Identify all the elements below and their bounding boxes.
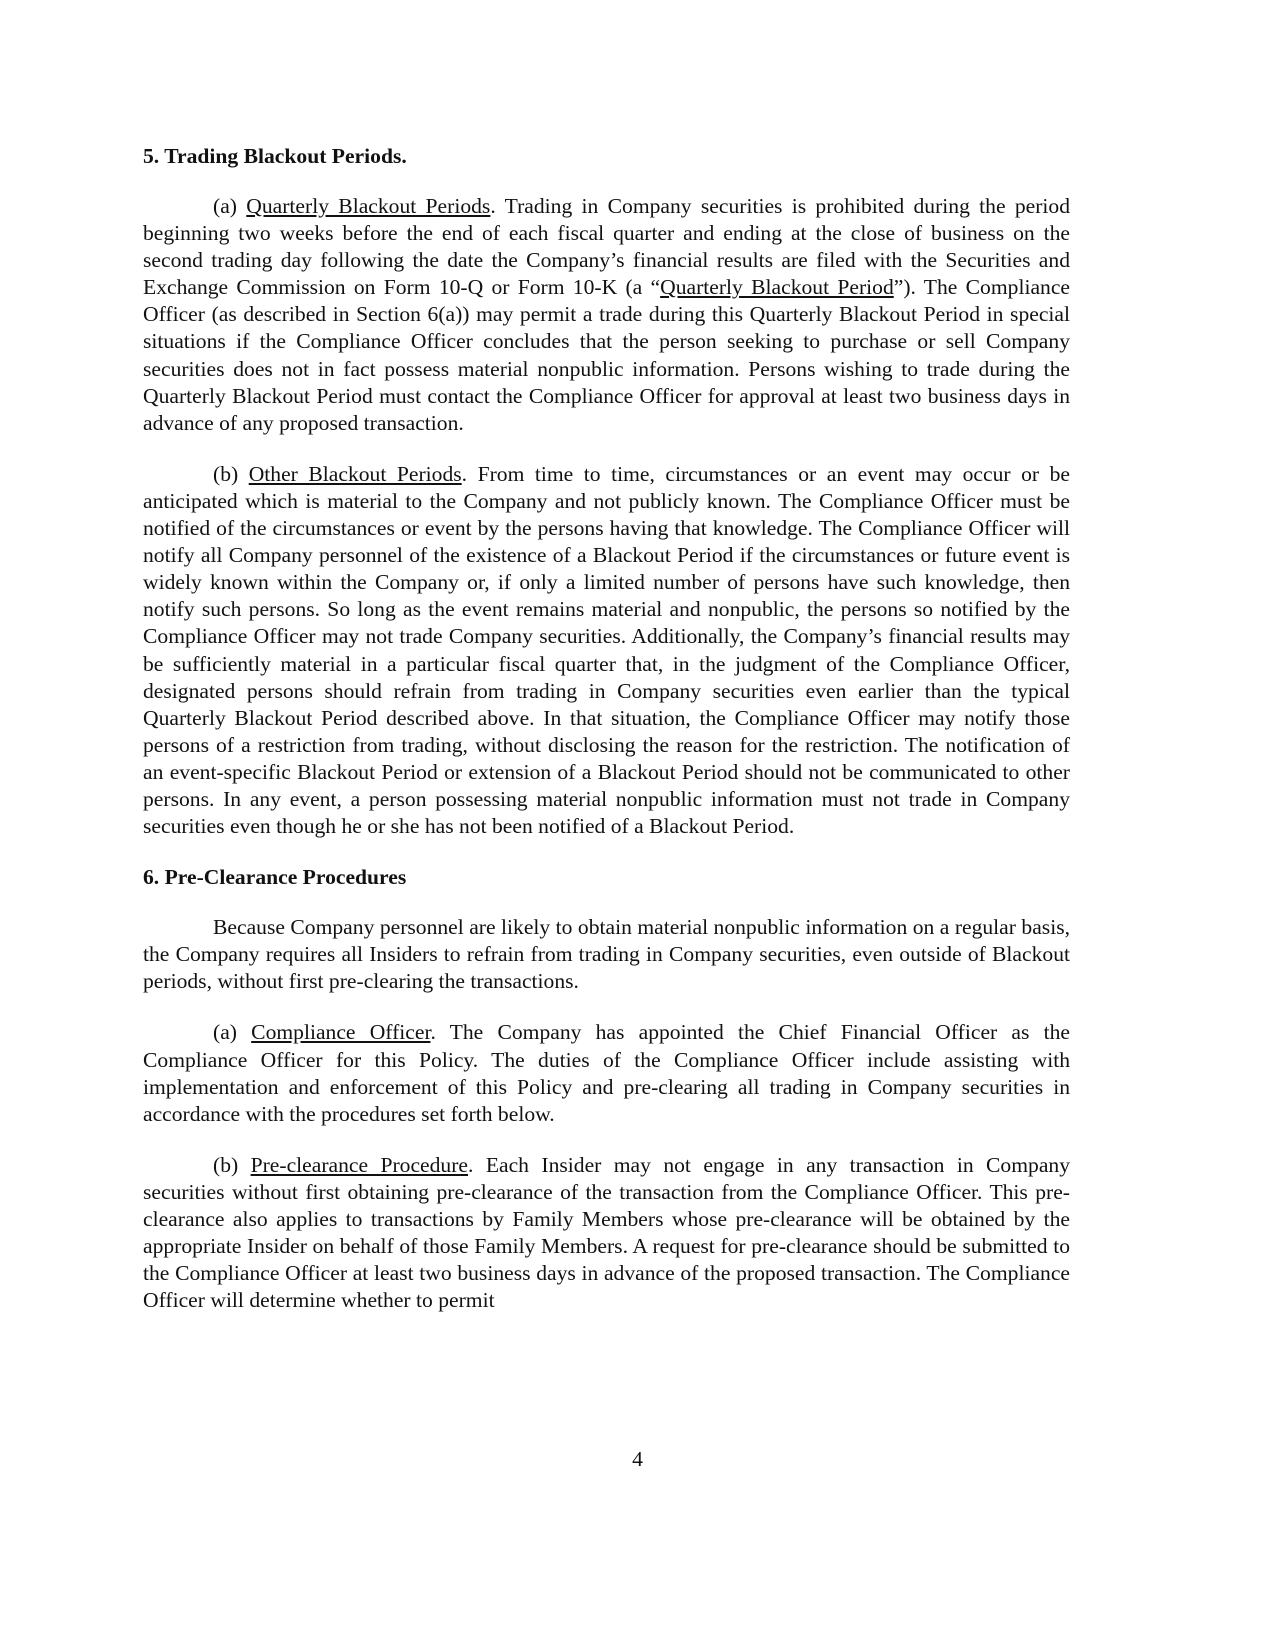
subsection-title: Other Blackout Periods <box>248 461 462 486</box>
subsection-title: Quarterly Blackout Periods <box>246 194 491 218</box>
paragraph-6a <box>143 1019 1070 1127</box>
paragraph-5a <box>143 193 1070 437</box>
page-number: 4 <box>632 1447 643 1471</box>
paragraph-6b <box>143 1152 1070 1315</box>
text: (a) <box>213 1020 252 1045</box>
subsection-title: Compliance Officer <box>251 1020 431 1045</box>
subsection-title: Pre-clearance Procedure <box>250 1152 469 1177</box>
section-5-heading: 5. Trading Blackout Periods. <box>143 144 407 168</box>
text: . Each Insider may not engage in any transaction in Company securities without first obtaining pre-clearance of the transaction from the Compliance Officer. This pre-clearance also applies to transactions by Family Members whose pre-clearance will be obtained by the appropriate Insider on behalf of those Family Members. A request for pre-clearance should be submitted to the Compliance Officer at least two business days in advance of the proposed transaction. The Compliance Officer will determine whether to permit <box>143 1152 1071 1313</box>
paragraph-5b <box>143 461 1070 840</box>
text: ”). The Compliance Officer (as described in Section 6(a)) may permit a trade during this Quarterly Blackout Period in special situations if the Compliance Officer concludes that the person seeking to purchase or sell Company securities does not in fact possess material nonpublic information. Persons wishing to trade during the Quarterly Blackout Period must contact the Compliance Officer for approval at least two business days in advance of any proposed transaction. <box>143 275 1071 435</box>
paragraph-6-intro: Because Company personnel are likely to obtain material nonpublic information on a regular basis, the Company requires all Insiders to refrain from trading in Company securities, even outside of Blackout periods, without first pre-clearing the transactions. <box>143 915 1070 994</box>
text: . Trading in Company securities is prohibited during the period beginning two weeks before the end of each fiscal quarter and ending at the close of business on the second trading day following the date the Company’s financial results are filed with the Securities and Exchange Commission on Form 10-Q or Form 10-K (a “ <box>143 194 1070 300</box>
text: (a) <box>213 194 247 218</box>
document-page <box>143 143 1070 1338</box>
section-6-heading: 6. Pre-Clearance Procedures <box>143 865 407 890</box>
text: . The Company has appointed the Chief Financial Officer as the Compliance Officer for this Policy. The duties of the Compliance Officer include assisting with implementation and enforcement of this Policy and pre-clearing all trading in Company securities in accordance with the procedures set forth below. <box>143 1020 1070 1126</box>
text: . From time to time, circumstances or an event may occur or be anticipated which is material to the Company and not publicly known. The Compliance Officer must be notified of the circumstances or event by the persons having that knowledge. The Compliance Officer will notify all Company personnel of the existence of a Blackout Period if the circumstances or future event is widely known within the Company or, if only a limited number of persons have such knowledge, then notify such persons. So long as the event remains material and nonpublic, the persons so notified by the Compliance Officer may not trade Company securities. Additionally, the Company’s financial results may be sufficiently material in a particular fiscal quarter that, in the judgment of the Compliance Officer, designated persons should refrain from trading in Company securities even earlier than the typical Quarterly Blackout Period described above. In that situation, the Compliance Officer may notify those persons of a restriction from trading, without disclosing the reason for the restriction. The notification of an event-specific Blackout Period or extension of a Blackout Period should not be communicated to other persons. In any event, a person possessing material nonpublic information must not trade in Company securities even though he or she has not been notified of a Blackout Period. <box>143 461 1070 839</box>
defined-term: Quarterly Blackout Period <box>660 275 894 300</box>
text: (b) <box>213 1152 251 1177</box>
text: (b) <box>213 461 249 486</box>
